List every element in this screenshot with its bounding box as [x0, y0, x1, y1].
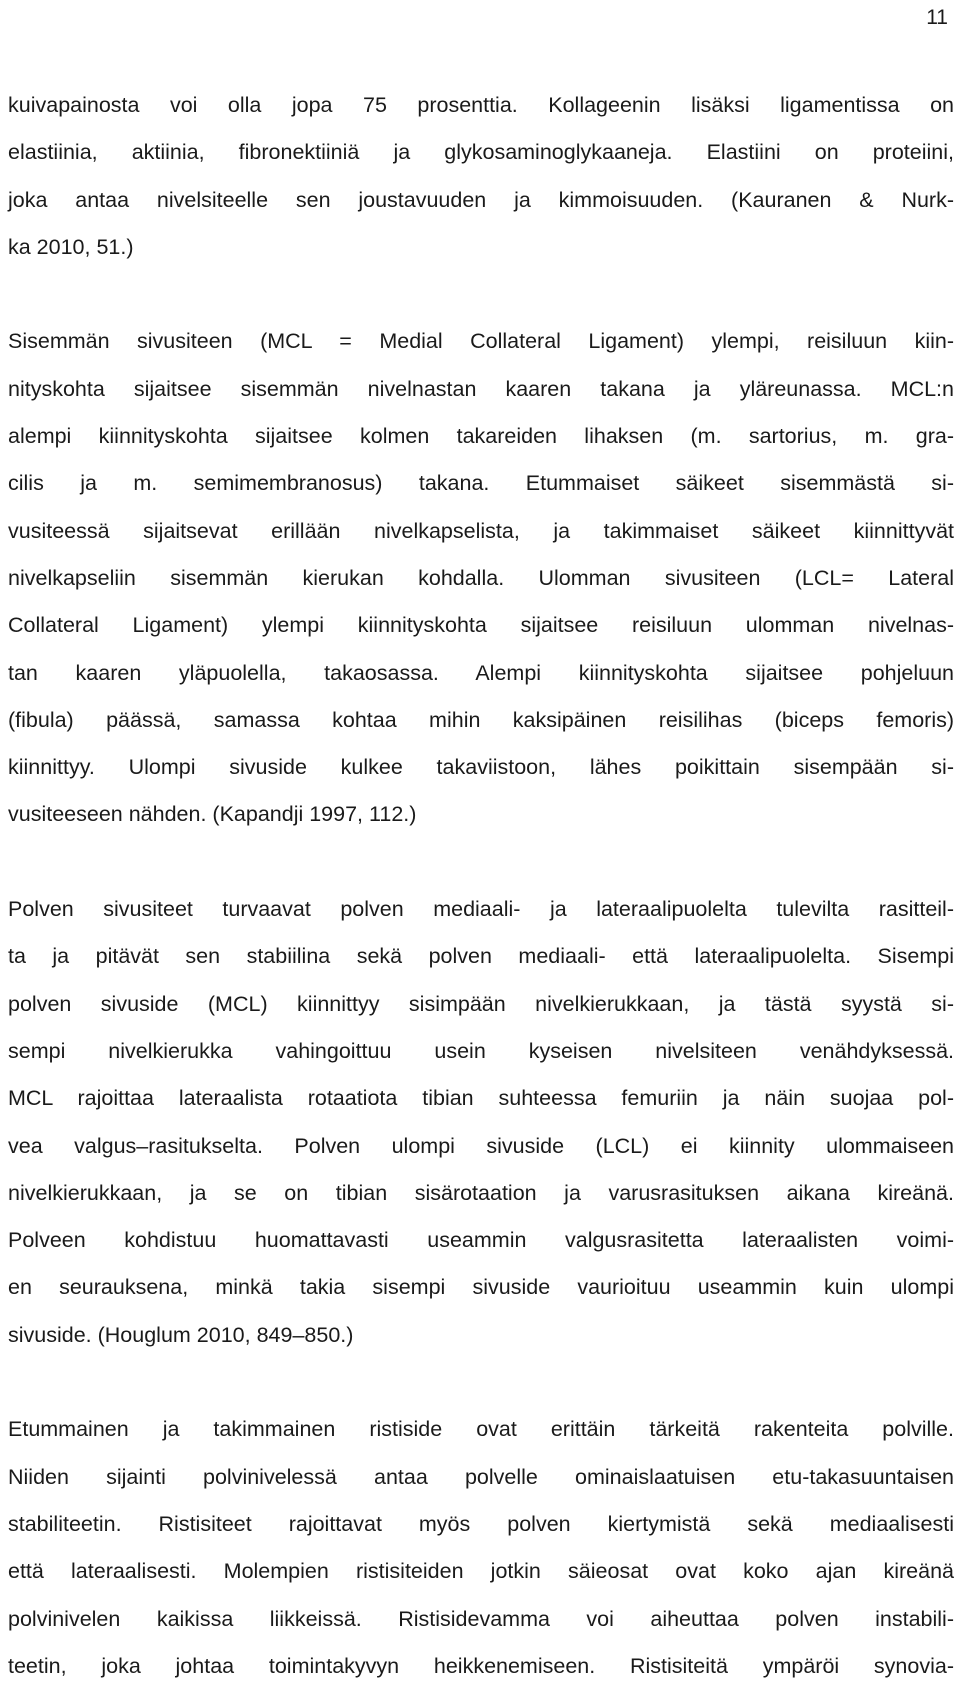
paragraph-collateral-ligaments	[8, 318, 954, 838]
document-body	[8, 82, 954, 1690]
text-line: MCL rajoittaa lateraalista rotaatiota tibian suhteessa femuriin ja näin suojaa pol-	[8, 1086, 954, 1111]
text-line: nivelkapseliin sisemmän kierukan kohdalla. Ulomman sivusiteen (LCL= Lateral	[8, 565, 954, 590]
text-line: stabiliteetin. Ristisiteet rajoittavat myös polven kiertymistä sekä mediaalisesti	[8, 1511, 954, 1536]
text-line: cilis ja m. semimembranosus) takana. Etummaiset säikeet sisemmästä si-	[8, 471, 954, 496]
text-line: nityskohta sijaitsee sisemmän nivelnastan kaaren takana ja yläreunassa. MCL:n	[8, 376, 954, 401]
paragraph-gap	[8, 839, 954, 886]
paragraph-cruciate-ligaments	[8, 1406, 954, 1690]
paragraph-collateral-function	[8, 886, 954, 1359]
text-line: nivelkierukkaan, ja se on tibian sisärotaation ja varusrasituksen aikana kireänä.	[8, 1180, 954, 1205]
text-line: Polven sivusiteet turvaavat polven mediaali- ja lateraalipuolelta tulevilta rasitteil-	[8, 897, 954, 922]
text-line: että lateraalisesti. Molempien ristisiteiden jotkin säieosat ovat koko ajan kireänä	[8, 1559, 954, 1584]
paragraph-ligament-composition	[8, 82, 954, 271]
text-line: tan kaaren yläpuolella, takaosassa. Alempi kiinnityskohta sijaitsee pohjeluun	[8, 660, 954, 685]
text-line: teetin, joka johtaa toimintakyvyn heikkenemiseen. Ristisiteitä ympäröi synovia-	[8, 1653, 954, 1678]
text-line: ta ja pitävät sen stabiilina sekä polven mediaali- että lateraalipuolelta. Sisempi	[8, 944, 954, 969]
text-line: ka 2010, 51.)	[8, 234, 134, 259]
text-line: Niiden sijainti polvinivelessä antaa polvelle ominaislaatuisen etu-takasuuntaisen	[8, 1464, 954, 1489]
text-line: elastiinia, aktiinia, fibronektiiniä ja glykosaminoglykaaneja. Elastiini on proteiini,	[8, 140, 954, 165]
paragraph-gap	[8, 1359, 954, 1406]
page-number: 11	[926, 6, 948, 29]
text-line: Etummainen ja takimmainen ristiside ovat erittäin tärkeitä rakenteita polville.	[8, 1417, 954, 1442]
text-line: vea valgus–rasitukselta. Polven ulompi sivuside (LCL) ei kiinnity ulommaiseen	[8, 1133, 954, 1158]
text-line: vusiteessä sijaitsevat erillään nivelkapselista, ja takimmaiset säikeet kiinnittyvät	[8, 518, 954, 543]
text-line: alempi kiinnityskohta sijaitsee kolmen takareiden lihaksen (m. sartorius, m. gra-	[8, 424, 954, 449]
text-line: en seurauksena, minkä takia sisempi sivuside vaurioituu useammin kuin ulompi	[8, 1275, 954, 1300]
text-line: Collateral Ligament) ylempi kiinnityskohta sijaitsee reisiluun ulomman nivelnas-	[8, 613, 954, 638]
text-line: kuivapainosta voi olla jopa 75 prosenttia. Kollageenin lisäksi ligamentissa on	[8, 93, 954, 117]
paragraph-gap	[8, 271, 954, 318]
text-line: polven sivuside (MCL) kiinnittyy sisimpään nivelkierukkaan, ja tästä syystä si-	[8, 991, 954, 1016]
text-line: polvinivelen kaikissa liikkeissä. Ristisidevamma voi aiheuttaa polven instabili-	[8, 1606, 954, 1631]
text-line: (fibula) päässä, samassa kohtaa mihin kaksipäinen reisilihas (biceps femoris)	[8, 707, 954, 732]
text-line: sivuside. (Houglum 2010, 849–850.)	[8, 1322, 354, 1347]
text-line: Sisemmän sivusiteen (MCL = Medial Collateral Ligament) ylempi, reisiluun kiin-	[8, 329, 954, 354]
text-line: vusiteeseen nähden. (Kapandji 1997, 112.)	[8, 802, 417, 827]
text-line: Polveen kohdistuu huomattavasti useammin valgusrasitetta lateraalisten voimi-	[8, 1228, 954, 1253]
text-line: joka antaa nivelsiteelle sen joustavuuden ja kimmoisuuden. (Kauranen & Nurk-	[8, 187, 954, 212]
text-line: sempi nivelkierukka vahingoittuu usein kyseisen nivelsiteen venähdyksessä.	[8, 1038, 954, 1063]
text-line: kiinnittyy. Ulompi sivuside kulkee takaviistoon, lähes poikittain sisempään si-	[8, 755, 954, 780]
